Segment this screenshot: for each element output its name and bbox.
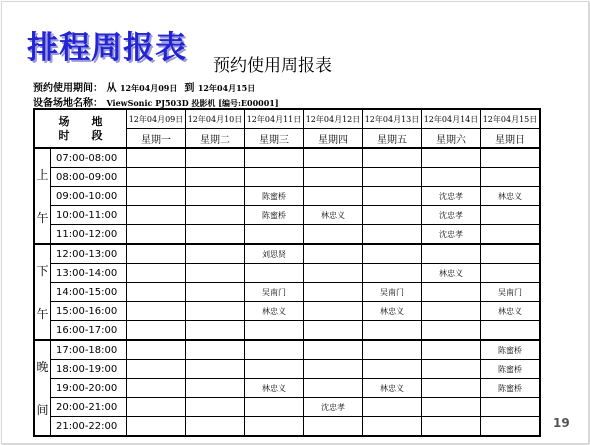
booking-cell[interactable] — [363, 264, 422, 283]
booking-cell[interactable] — [304, 168, 363, 187]
booking-cell[interactable] — [186, 398, 245, 417]
booking-cell[interactable] — [422, 168, 481, 187]
booking-cell[interactable] — [245, 321, 304, 341]
place-value: ViewSonic PJ503D 投影机 [编号:E00001] — [106, 98, 279, 108]
time-slot: 11:00-12:00 — [51, 225, 127, 245]
page-number: 19 — [553, 416, 570, 430]
booking-cell[interactable] — [304, 360, 363, 379]
from-label: 从 — [106, 83, 117, 94]
booking-cell[interactable] — [127, 264, 186, 283]
period-char: 下 — [36, 264, 49, 278]
place-time-header — [34, 109, 127, 148]
booking-cell[interactable] — [304, 264, 363, 283]
date-header: 12年04月09日 — [127, 109, 186, 129]
weekday-header: 星期五 — [363, 129, 422, 149]
time-slot: 18:00-19:00 — [51, 360, 127, 379]
table-row — [34, 417, 540, 437]
period-char: 间 — [36, 403, 49, 417]
booking-cell[interactable] — [127, 398, 186, 417]
booking-cell[interactable] — [245, 417, 304, 437]
time-header-label: 时 段 — [58, 128, 103, 142]
booking-cell[interactable]: 陈蜜桥 — [245, 206, 304, 225]
table-row — [34, 264, 540, 283]
table-row — [34, 360, 540, 379]
weekday-header: 星期二 — [186, 129, 245, 149]
booking-cell[interactable] — [127, 225, 186, 245]
reservation-period — [33, 79, 255, 94]
booking-cell[interactable] — [422, 148, 481, 168]
booking-cell[interactable]: 林忠义 — [481, 302, 541, 321]
booking-cell[interactable] — [422, 379, 481, 398]
period-label: 预约使用期间： — [33, 83, 103, 94]
time-slot: 20:00-21:00 — [51, 398, 127, 417]
booking-cell[interactable] — [127, 206, 186, 225]
booking-cell[interactable] — [186, 148, 245, 168]
weekday-header: 星期六 — [422, 129, 481, 149]
place-label: 设备场地名称： — [33, 98, 103, 109]
time-slot: 21:00-22:00 — [51, 417, 127, 437]
booking-cell[interactable] — [363, 398, 422, 417]
booking-cell[interactable] — [363, 148, 422, 168]
period-char: 午 — [36, 211, 49, 225]
booking-cell[interactable] — [422, 283, 481, 302]
to-date: 12年04月15日 — [197, 83, 256, 93]
booking-cell[interactable] — [422, 340, 481, 360]
booking-cell[interactable] — [304, 187, 363, 206]
booking-cell[interactable] — [127, 187, 186, 206]
table-row — [34, 379, 540, 398]
weekday-header: 星期一 — [127, 129, 186, 149]
time-slot: 19:00-20:00 — [51, 379, 127, 398]
period-char: 晚 — [36, 360, 49, 374]
booking-cell[interactable]: 林忠义 — [363, 302, 422, 321]
time-slot: 13:00-14:00 — [51, 264, 127, 283]
booking-cell[interactable] — [186, 225, 245, 245]
booking-cell[interactable] — [186, 283, 245, 302]
period-char: 上 — [36, 168, 49, 182]
booking-cell[interactable] — [481, 148, 541, 168]
booking-cell[interactable] — [481, 244, 541, 264]
date-header: 12年04月12日 — [304, 109, 363, 129]
table-row — [34, 225, 540, 245]
table-row — [34, 148, 540, 168]
booking-cell[interactable] — [481, 264, 541, 283]
time-slot: 09:00-10:00 — [51, 187, 127, 206]
booking-cell[interactable] — [422, 360, 481, 379]
time-slot: 12:00-13:00 — [51, 244, 127, 264]
weekday-header: 星期四 — [304, 129, 363, 149]
booking-cell[interactable] — [127, 321, 186, 341]
booking-cell[interactable]: 陈蜜桥 — [245, 187, 304, 206]
table-row — [34, 302, 540, 321]
header-date-row — [34, 109, 540, 129]
booking-cell[interactable] — [186, 206, 245, 225]
booking-cell[interactable] — [186, 417, 245, 437]
booking-cell[interactable]: 沈忠孝 — [422, 206, 481, 225]
booking-cell[interactable] — [186, 168, 245, 187]
booking-cell[interactable] — [186, 360, 245, 379]
booking-cell[interactable] — [127, 244, 186, 264]
booking-cell[interactable]: 林忠义 — [481, 187, 541, 206]
booking-cell[interactable] — [422, 417, 481, 437]
table-row — [34, 321, 540, 341]
booking-cell[interactable] — [127, 417, 186, 437]
booking-cell[interactable] — [304, 225, 363, 245]
date-header: 12年04月11日 — [245, 109, 304, 129]
booking-cell[interactable] — [481, 398, 541, 417]
booking-cell[interactable] — [127, 379, 186, 398]
date-header: 12年04月15日 — [481, 109, 541, 129]
booking-cell[interactable] — [186, 321, 245, 341]
booking-cell[interactable] — [304, 379, 363, 398]
booking-cell[interactable] — [304, 340, 363, 360]
table-row — [34, 398, 540, 417]
booking-cell[interactable] — [127, 302, 186, 321]
booking-cell[interactable]: 沈忠孝 — [422, 187, 481, 206]
booking-cell[interactable] — [127, 168, 186, 187]
place-header-label: 场 地 — [58, 114, 103, 128]
booking-cell[interactable] — [186, 244, 245, 264]
date-header: 12年04月13日 — [363, 109, 422, 129]
booking-cell[interactable] — [422, 244, 481, 264]
booking-cell[interactable]: 林忠义 — [245, 379, 304, 398]
booking-cell[interactable] — [363, 321, 422, 341]
booking-cell[interactable]: 林忠义 — [245, 302, 304, 321]
booking-cell[interactable] — [363, 360, 422, 379]
booking-cell[interactable] — [245, 148, 304, 168]
booking-cell[interactable] — [245, 264, 304, 283]
booking-cell[interactable] — [304, 244, 363, 264]
booking-cell[interactable] — [245, 168, 304, 187]
booking-cell[interactable] — [481, 417, 541, 437]
table-row — [34, 168, 540, 187]
booking-cell[interactable] — [363, 187, 422, 206]
booking-cell[interactable] — [186, 187, 245, 206]
booking-cell[interactable]: 刘思贤 — [245, 244, 304, 264]
table-row — [34, 340, 540, 360]
booking-cell[interactable]: 陈蜜桥 — [481, 360, 541, 379]
booking-cell[interactable] — [304, 148, 363, 168]
date-header: 12年04月14日 — [422, 109, 481, 129]
booking-cell[interactable] — [245, 225, 304, 245]
booking-cell[interactable] — [363, 168, 422, 187]
booking-cell[interactable] — [127, 148, 186, 168]
booking-cell[interactable] — [245, 398, 304, 417]
booking-cell[interactable] — [363, 417, 422, 437]
booking-cell[interactable] — [481, 168, 541, 187]
time-slot: 17:00-18:00 — [51, 340, 127, 360]
time-slot: 08:00-09:00 — [51, 168, 127, 187]
booking-cell[interactable] — [245, 340, 304, 360]
booking-cell[interactable] — [304, 283, 363, 302]
booking-cell[interactable] — [363, 244, 422, 264]
booking-cell[interactable] — [304, 302, 363, 321]
booking-cell[interactable] — [422, 321, 481, 341]
booking-cell[interactable] — [186, 379, 245, 398]
time-slot: 10:00-11:00 — [51, 206, 127, 225]
booking-cell[interactable]: 吴南门 — [245, 283, 304, 302]
booking-cell[interactable]: 林忠义 — [422, 264, 481, 283]
booking-cell[interactable] — [363, 340, 422, 360]
booking-cell[interactable]: 沈忠孝 — [422, 225, 481, 245]
time-slot: 14:00-15:00 — [51, 283, 127, 302]
booking-cell[interactable] — [186, 302, 245, 321]
booking-cell[interactable] — [481, 321, 541, 341]
booking-cell[interactable] — [422, 398, 481, 417]
period-char: 午 — [36, 307, 49, 321]
booking-cell[interactable] — [363, 225, 422, 245]
booking-cell[interactable] — [186, 264, 245, 283]
booking-cell[interactable]: 陈蜜桥 — [481, 340, 541, 360]
period-label — [34, 340, 51, 436]
table-row — [34, 283, 540, 302]
date-header: 12年04月10日 — [186, 109, 245, 129]
booking-cell[interactable] — [304, 417, 363, 437]
weekday-header: 星期三 — [245, 129, 304, 149]
booking-cell[interactable]: 林忠义 — [363, 379, 422, 398]
booking-cell[interactable] — [127, 360, 186, 379]
report-title: 预约使用周报表 — [213, 56, 332, 76]
booking-cell[interactable]: 吴南门 — [363, 283, 422, 302]
weekday-header: 星期日 — [481, 129, 541, 149]
time-slot: 07:00-08:00 — [51, 148, 127, 168]
to-label: 到 — [184, 83, 195, 94]
booking-cell[interactable]: 林忠义 — [304, 206, 363, 225]
booking-cell[interactable] — [363, 206, 422, 225]
booking-cell[interactable] — [481, 206, 541, 225]
table-row — [34, 206, 540, 225]
booking-cell[interactable]: 陈蜜桥 — [481, 379, 541, 398]
time-slot: 15:00-16:00 — [51, 302, 127, 321]
booking-cell[interactable] — [422, 302, 481, 321]
equipment-name — [33, 94, 279, 109]
booking-cell[interactable] — [245, 360, 304, 379]
slide-title: 排程周报表 — [27, 30, 187, 66]
booking-cell[interactable] — [304, 321, 363, 341]
table-row — [34, 187, 540, 206]
booking-cell[interactable] — [481, 225, 541, 245]
schedule-table — [33, 108, 541, 437]
booking-cell[interactable] — [186, 340, 245, 360]
period-label — [34, 148, 51, 244]
period-label — [34, 244, 51, 340]
table-row — [34, 244, 540, 264]
booking-cell[interactable] — [127, 340, 186, 360]
booking-cell[interactable]: 吴南门 — [481, 283, 541, 302]
from-date: 12年04月09日 — [119, 83, 178, 93]
booking-cell[interactable] — [127, 283, 186, 302]
booking-cell[interactable]: 沈忠孝 — [304, 398, 363, 417]
time-slot: 16:00-17:00 — [51, 321, 127, 341]
